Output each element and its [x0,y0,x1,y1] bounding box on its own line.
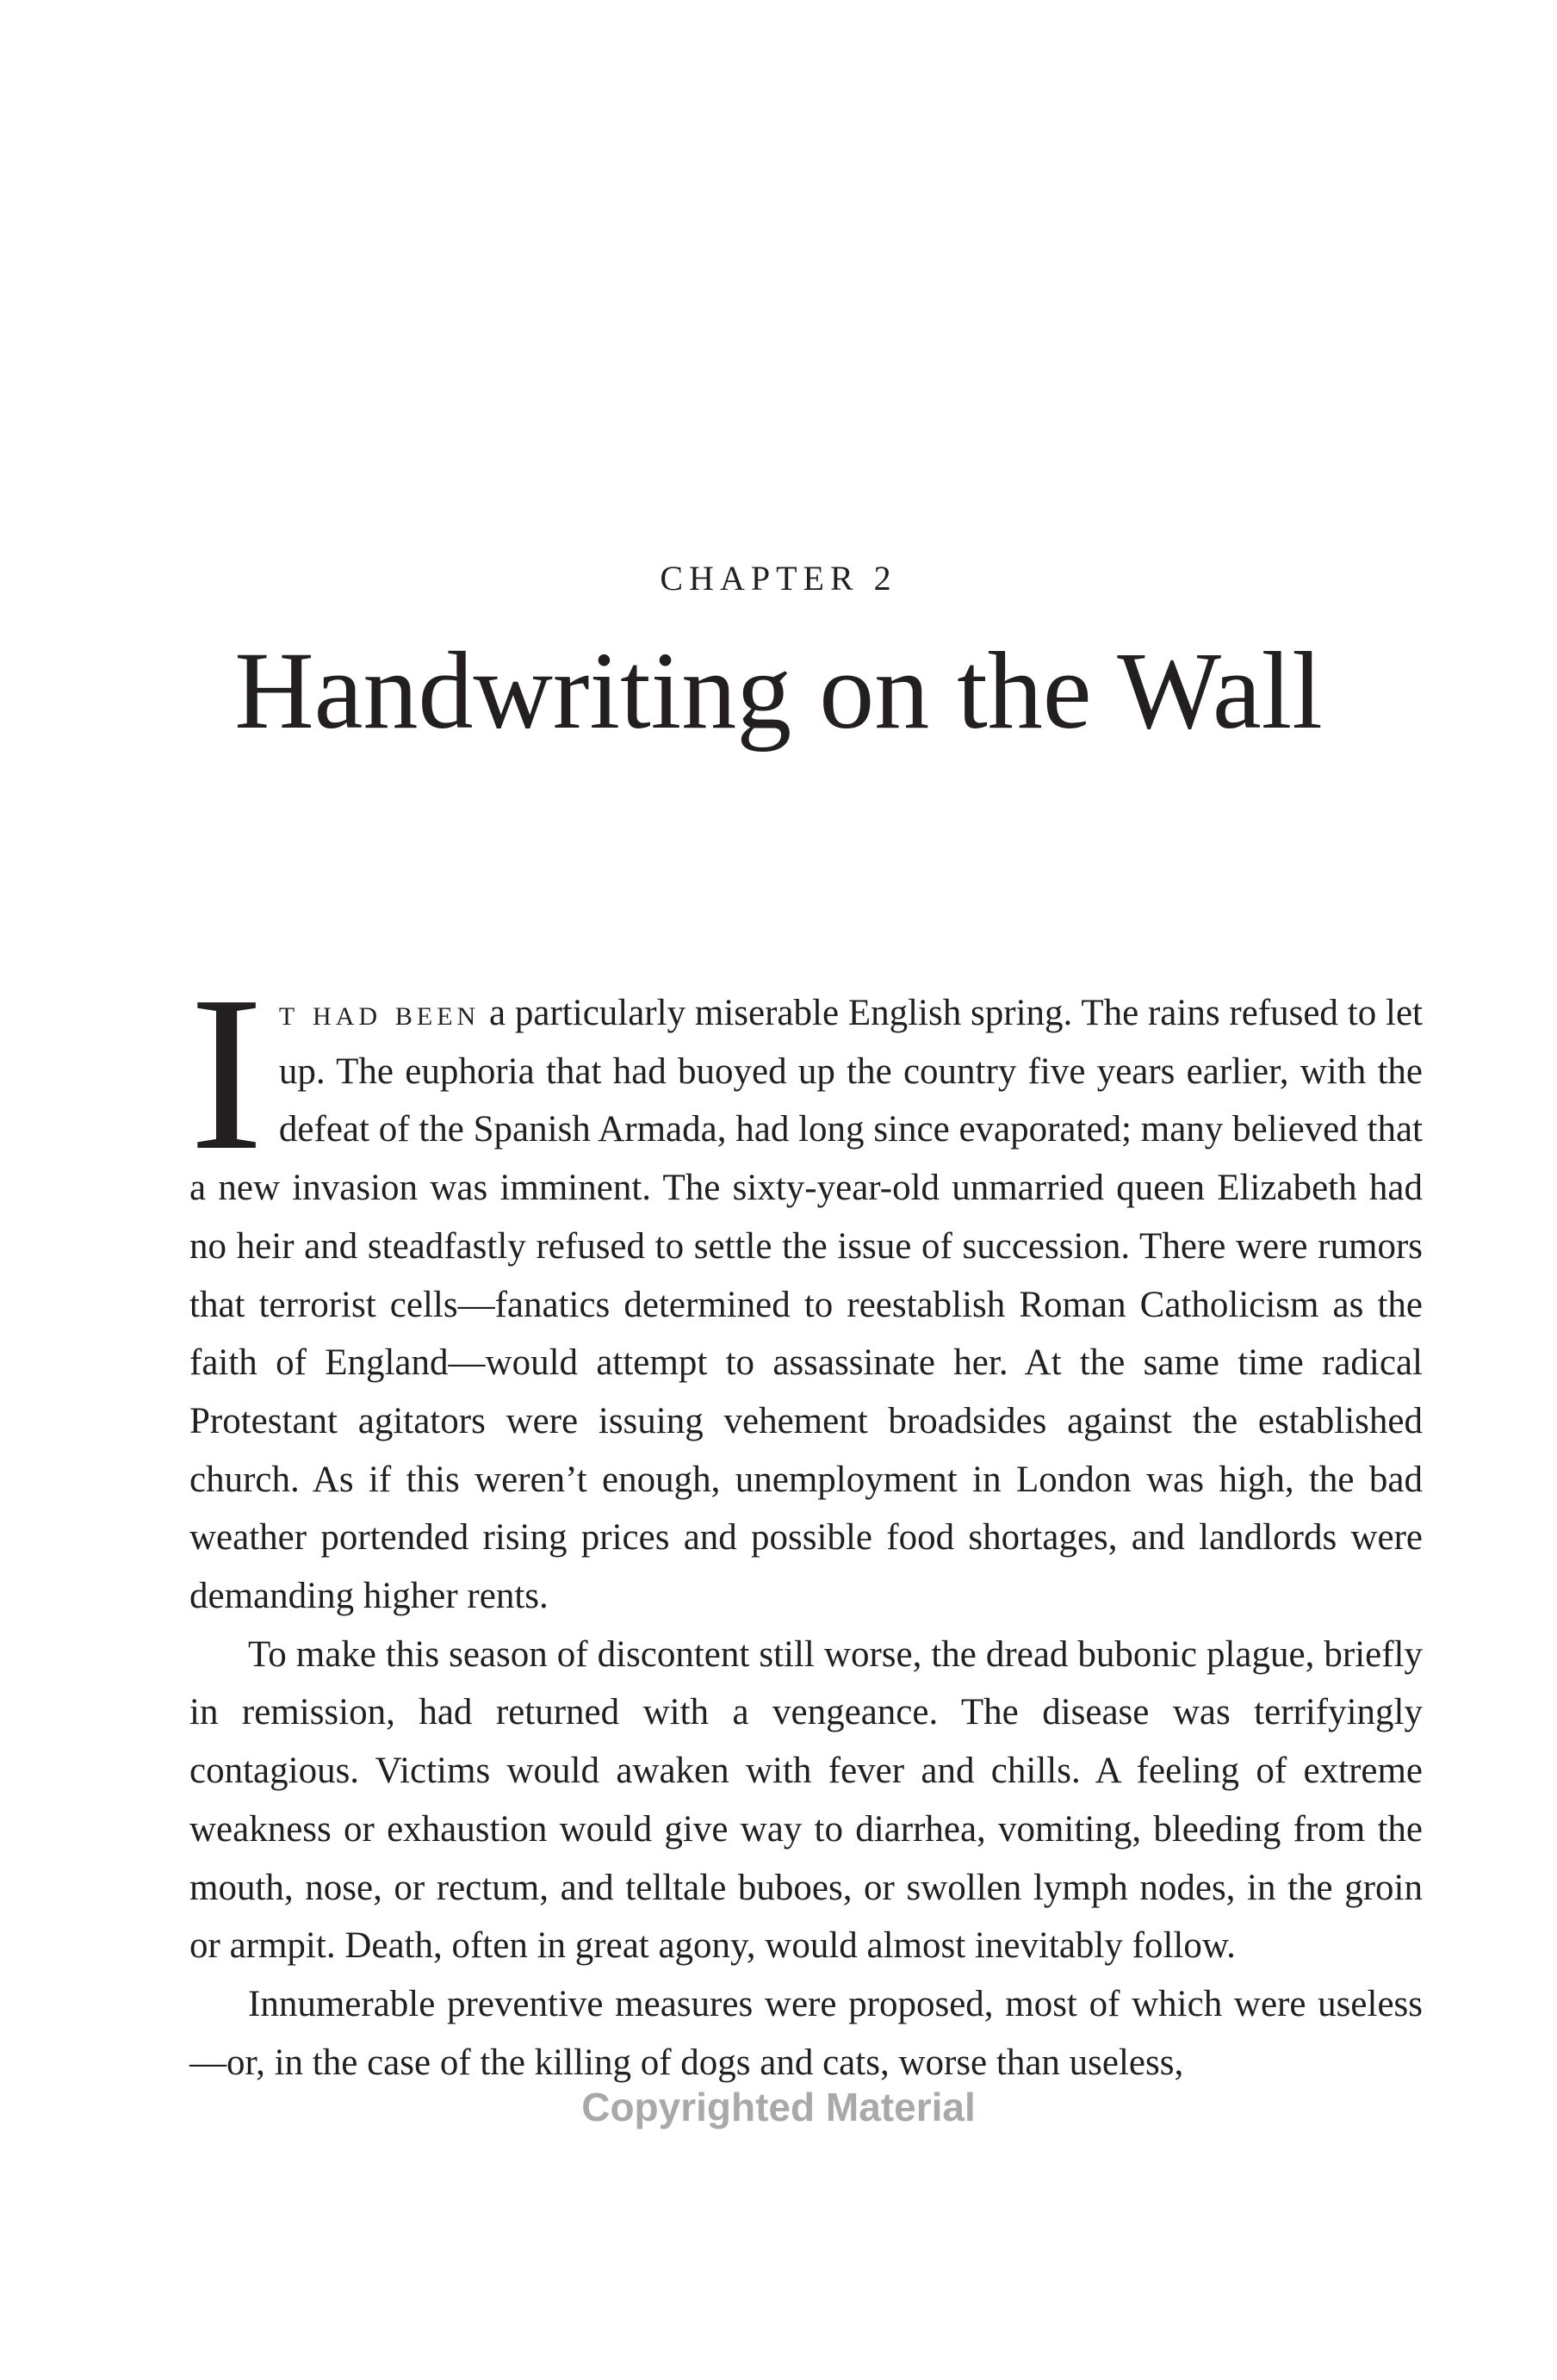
paragraph-3: Innumerable preventive measures were proposed, most of which were useless—or, in the case of the killing of dogs and cats, worse than useless, [189,1983,1423,2083]
lead-in-small-caps: t had been [278,993,481,1033]
copyright-watermark: Copyrighted Material [581,2085,976,2129]
paragraph-2: To make this season of discontent still worse, the dread bubonic plague, briefly in remission, had returned with a vengeance. The disease was terrifyingly contagious. Victims would awaken with fever and chills. A feeling of extreme weakness or exhaustion would give way to diarrhea, vomiting, bleeding from the mouth, nose, or rectum, and telltale buboes, or swollen lymph nodes, in the groin or armpit. Death, often in great agony, would almost inevitably follow. [189,1633,1423,1967]
chapter-title: Handwriting on the Wall [234,629,1323,752]
drop-cap: I [189,950,264,1196]
chapter-label: CHAPTER 2 [660,559,897,598]
paragraph-1-text: a particularly miserable English spring. The rains refused to let up. The euphoria that had buoyed up the country five years earlier, with the defeat of the Spanish Armada, had long since evaporated; many believed that a new invasion was imminent. The sixty-year-old unmarried queen Elizabeth had no heir and steadfastly refused to settle the issue of succession. There were rumors that terrorist cells—fanatics determined to reestablish Roman Catholicism as the faith of England—would attempt to assassinate her. At the same time radical Protestant agitators were issuing vehement broadsides against the established church. As if this weren’t enough, unemployment in London was high, the bad weather portended rising prices and possible food shortages, and landlords were demanding higher rents. [189,993,1423,1617]
paragraph-1 [189,950,1423,1626]
body-text [189,950,1423,2092]
